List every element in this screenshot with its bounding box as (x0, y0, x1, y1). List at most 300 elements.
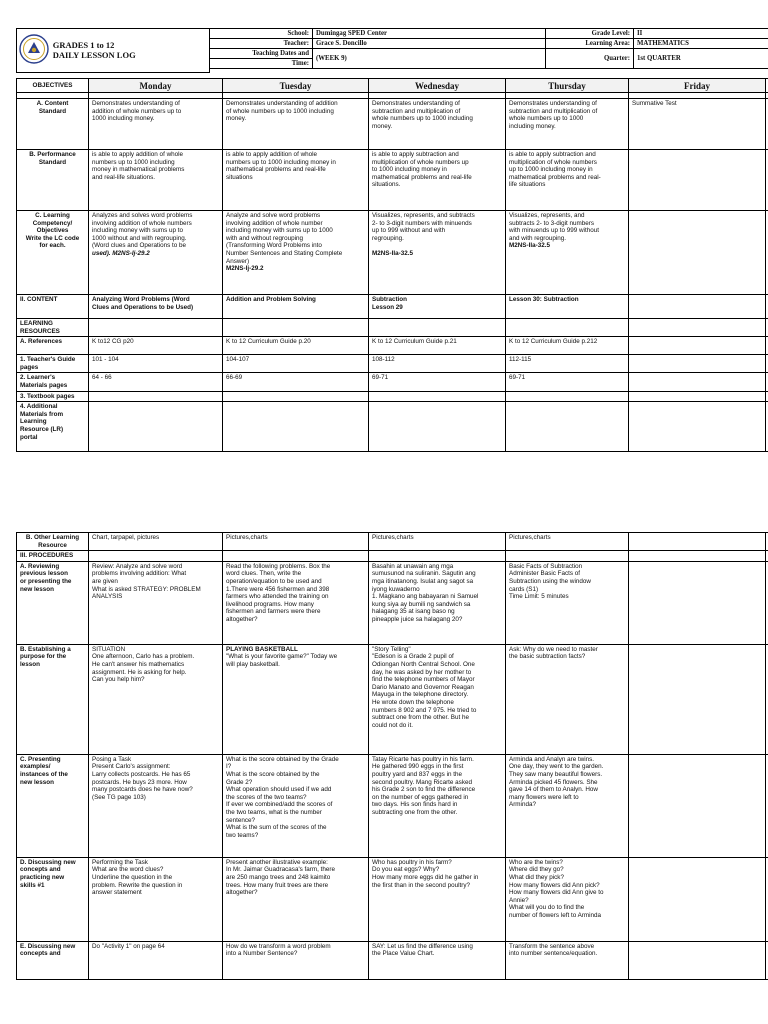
cell-line: regrouping. (372, 234, 404, 242)
row-label-line: for each. (39, 242, 66, 250)
cell-friday (629, 941, 766, 979)
row-label (17, 355, 89, 373)
table-row (17, 295, 768, 319)
row-label-line: previous lesson (20, 570, 68, 578)
row-label (17, 99, 89, 150)
cell-line: Annie? (509, 896, 529, 904)
cell-line: is able to apply addition of whole (226, 151, 318, 158)
cell-line: his Grade 2 son to find the difference (372, 786, 476, 794)
cell-line: In Mr. Jaimar Guadracasa's farm, there (226, 866, 335, 874)
cell-line: I? (226, 763, 232, 771)
row-label-line: Competency/ (32, 219, 73, 227)
cell-line: involving addition of whole numbers (92, 219, 192, 227)
cell-line: Subtraction using the window (509, 577, 591, 585)
row-label-line: D. Discussing new (20, 858, 76, 866)
quarter-value: 1st QUARTER (634, 49, 768, 69)
cell-line: numbers up to 1000 including (92, 158, 175, 166)
row-label (17, 337, 89, 355)
cell-line: problems involving addition: What (92, 570, 187, 578)
cell-line: 1. Magkano ang babayaran ni Samuel (372, 593, 479, 601)
cell-line: 1000 including money. (92, 115, 155, 123)
cell-thursday (506, 551, 629, 562)
cell-line: is able to apply addition of whole (92, 151, 184, 158)
cell-line: many postcards does he have now? (92, 786, 193, 794)
cell-line: many flowers were left to (509, 793, 579, 801)
cell-line: Do "Activity 1" on page 64 (92, 942, 165, 950)
cell-line: the basic subtraction facts? (509, 653, 586, 661)
table-row (17, 355, 768, 373)
teacher-value: Grace S. Doncillo (313, 39, 546, 49)
cell-line: up to 999 without and with (372, 227, 446, 235)
cell-line: Basic Facts of Subtraction (509, 562, 583, 570)
cell-thursday (506, 941, 629, 979)
cell-line: 104-107 (226, 356, 250, 364)
cell-line: Transform the sentence above (509, 942, 595, 950)
cell-line: M2NS-IIa-32.5 (509, 242, 550, 250)
cell-wednesday (369, 337, 506, 355)
day-header-row (17, 79, 768, 93)
row-label-line: 3. Textbook pages (20, 392, 75, 400)
cell-friday (629, 561, 766, 644)
cell-line: altogether? (226, 889, 258, 897)
cell-line: sumusunod na suliranin. Sagutin ang (372, 570, 476, 578)
grade-label: Grade Level: (546, 29, 634, 39)
cell-line: 69-71 (509, 374, 526, 382)
cell-line: What is the score obtained by the Grade (226, 755, 339, 763)
cell-monday (89, 533, 223, 551)
cell-friday (629, 337, 766, 355)
row-label-line: A. Reviewing (20, 562, 60, 570)
cell-line: involving addition of whole number (226, 219, 323, 227)
cell-line: answer statement (92, 889, 142, 897)
cell-line: to 1000 including money in (372, 166, 447, 174)
table-row (17, 533, 768, 551)
cell-line: postcards. He buys 23 more. How (92, 778, 187, 786)
lesson-table-page-1 (16, 78, 768, 452)
cell-line: are given (92, 577, 118, 585)
cell-friday (629, 99, 766, 150)
cell-line: (Word clues and Operations to be (92, 242, 187, 250)
row-label-line: instances of the (20, 770, 68, 778)
row-label-line: 2. Learner's (20, 374, 56, 382)
cell-line: What is asked STRATEGY: PROBLEM (92, 585, 201, 593)
day-friday: Friday (629, 79, 766, 93)
cell-line: number of flowers left to Arminda (509, 911, 602, 919)
table-row (17, 319, 768, 337)
cell-monday (89, 337, 223, 355)
cell-line: including money with sums up to (92, 227, 184, 235)
cell-tuesday (223, 337, 369, 355)
row-label-line: III. PROCEDURES (20, 552, 74, 560)
cell-monday (89, 561, 223, 644)
row-label-line: lesson (20, 660, 40, 668)
cell-friday (629, 319, 766, 337)
cell-line: Posing a Task (92, 755, 132, 763)
cell-line: whole numbers up to 1000 including (372, 115, 473, 123)
row-label-line: B. Establishing a (20, 645, 71, 653)
row-label (17, 211, 89, 295)
table-row (17, 551, 768, 562)
cell-line: used). M2NS-Ij-29.2 (92, 249, 150, 257)
cell-tuesday (223, 561, 369, 644)
cell-monday (89, 319, 223, 337)
cell-line: situations. (372, 181, 401, 189)
cell-line: How do we transform a word problem (226, 942, 331, 950)
cell-line: Where did they go? (509, 866, 564, 874)
cell-wednesday (369, 941, 506, 979)
row-label (17, 551, 89, 562)
cell-line: money in mathematical problems (92, 166, 185, 174)
row-label (17, 644, 89, 754)
cell-line: K to 12 Curriculum Guide p.20 (226, 338, 311, 346)
cell-line: will play basketball. (226, 660, 280, 668)
cell-line: Number Sentences and Stating Complete (226, 249, 343, 257)
cell-line: halagang 35 at isang baso ng (372, 608, 455, 616)
cell-wednesday (369, 391, 506, 402)
cell-line: Subtraction (372, 296, 407, 303)
row-label-line: 1. Teacher's Guide (20, 356, 76, 364)
cell-line: subtraction and multiplication of (372, 107, 461, 115)
table-row (17, 337, 768, 355)
table-row (17, 391, 768, 402)
cell-line: money. (372, 122, 393, 130)
deped-seal-icon (19, 34, 49, 67)
cell-line: sentence? (226, 816, 256, 824)
cell-friday (629, 355, 766, 373)
table-row (17, 941, 768, 979)
cell-line: could not do it. (372, 721, 413, 729)
cell-line: Demonstrates understanding of (372, 100, 460, 107)
cell-tuesday (223, 373, 369, 391)
cell-thursday (506, 402, 629, 452)
cell-tuesday (223, 150, 369, 211)
cell-line: "Story Telling" (372, 645, 411, 653)
cell-line: How many more eggs did he gather in (372, 873, 479, 881)
cell-monday (89, 857, 223, 941)
cell-line: 66-69 (226, 374, 243, 382)
row-label-line: new lesson (20, 778, 54, 786)
cell-tuesday (223, 857, 369, 941)
header-logo-cell (17, 29, 210, 73)
cell-line: livelihood programs. How many (226, 600, 314, 608)
lesson-table-page-2 (16, 532, 768, 980)
cell-friday (629, 533, 766, 551)
cell-line: Underline the question in the (92, 873, 173, 881)
teacher-label: Teacher: (210, 39, 313, 49)
cell-thursday (506, 533, 629, 551)
row-label (17, 391, 89, 402)
cell-line: What is the score obtained by the (226, 770, 320, 778)
table-row (17, 754, 768, 857)
cell-line: fishermen and farmers were there (226, 608, 321, 616)
row-label-line: C. Presenting (20, 755, 61, 763)
cell-line: Addition and Problem Solving (226, 296, 316, 303)
row-label-line: Resource (38, 541, 67, 549)
cell-thursday (506, 355, 629, 373)
cell-line: SAY: Let us find the difference using (372, 942, 473, 950)
cell-line: second poultry. Mang Ricarte asked (372, 778, 472, 786)
cell-tuesday (223, 533, 369, 551)
cell-line: 108-112 (372, 356, 395, 364)
cell-line: Lesson 29 (372, 303, 403, 311)
cell-line: M2NS-Ij-29.2 (226, 265, 264, 273)
dates-value: (WEEK 9) (313, 49, 546, 69)
cell-monday (89, 295, 223, 319)
row-label-line: pages (20, 363, 39, 371)
cell-thursday (506, 337, 629, 355)
cell-line: One afternoon, Carlo has a problem. (92, 653, 195, 661)
cell-line: Present another illustrative example: (226, 858, 328, 866)
day-wednesday: Wednesday (369, 79, 506, 93)
cell-line: Demonstrates understanding of addition (226, 100, 338, 107)
cell-wednesday (369, 355, 506, 373)
row-label-line: practicing new (20, 873, 65, 881)
cell-line: 101 - 104 (92, 356, 119, 364)
cell-line: money. (226, 115, 247, 123)
cell-tuesday (223, 355, 369, 373)
cell-line: kung siya ay bumili ng sandwich sa (372, 600, 471, 608)
cell-line: (Transforming Word Problems into (226, 242, 322, 250)
cell-friday (629, 373, 766, 391)
cell-line: are 250 mango trees and 248 kaimito (226, 873, 331, 881)
cell-line: Visualizes, represents, and subtracts (372, 212, 475, 219)
cell-monday (89, 644, 223, 754)
row-label-line: Materials pages (20, 381, 68, 389)
cell-thursday (506, 211, 629, 295)
cell-line: Pictures,charts (372, 534, 414, 541)
cell-line: SITUATION (92, 645, 126, 653)
row-label-line: RESOURCES (20, 327, 60, 335)
area-value: MATHEMATICS (634, 39, 768, 49)
row-label-line: C. Learning (35, 212, 70, 219)
cell-line: 2- to 3-digit numbers with minuends (372, 219, 472, 227)
cell-wednesday (369, 551, 506, 562)
cell-line: Can you help him? (92, 676, 145, 684)
cell-friday (629, 857, 766, 941)
cell-line: "What is your favorite game?" Today we (226, 653, 338, 661)
cell-friday (629, 295, 766, 319)
table-row (17, 402, 768, 452)
cell-wednesday (369, 373, 506, 391)
row-label-line: Learning (20, 418, 47, 426)
cell-line: operation/equation to be used and (226, 577, 322, 585)
cell-line: cards (S1) (509, 585, 539, 593)
cell-line: M2NS-IIa-32.5 (372, 249, 413, 257)
cell-line: the Place Value Chart. (372, 950, 435, 958)
cell-wednesday (369, 533, 506, 551)
cell-line: life situations (509, 181, 546, 189)
row-label (17, 319, 89, 337)
cell-monday (89, 402, 223, 452)
table-row (17, 211, 768, 295)
table-row (17, 373, 768, 391)
row-label-line: portal (20, 433, 38, 441)
cell-monday (89, 373, 223, 391)
cell-line: Lesson 30: Subtraction (509, 296, 579, 303)
cell-line: Review: Analyze and solve word (92, 562, 183, 570)
row-label-line: Standard (38, 107, 67, 115)
cell-line: Ask: Why do we need to master (509, 645, 598, 653)
row-label-line: 4. Additional (20, 403, 58, 411)
cell-line: ANALYSIS (92, 593, 123, 601)
row-label (17, 754, 89, 857)
cell-wednesday (369, 319, 506, 337)
cell-monday (89, 941, 223, 979)
row-label-line: concepts and (20, 866, 61, 874)
row-label-line: new lesson (20, 585, 54, 593)
quarter-label: Quarter: (546, 49, 634, 69)
cell-thursday (506, 319, 629, 337)
cell-line: including money. (509, 122, 556, 130)
row-label-line: LEARNING (20, 320, 53, 327)
cell-line: K to 12 Curriculum Guide p.21 (372, 338, 457, 346)
cell-line: subtraction and multiplication of (509, 107, 598, 115)
cell-line: Performing the Task (92, 858, 148, 866)
cell-thursday (506, 373, 629, 391)
row-label-line: concepts and (20, 950, 61, 958)
row-label (17, 373, 89, 391)
cell-line: Who has poultry in his farm? (372, 858, 452, 866)
cell-line: How many flowers did Ann give to (509, 889, 604, 897)
cell-monday (89, 211, 223, 295)
cell-line: How many flowers did Ann pick? (509, 881, 600, 889)
cell-line: farmers who attended the training on (226, 593, 329, 601)
row-label-line: or presenting the (20, 577, 72, 585)
cell-line: mathematical problems and real-life (372, 173, 472, 181)
row-label (17, 533, 89, 551)
cell-line: (See TG page 103) (92, 793, 146, 801)
cell-line: trees. How many fruit trees are there (226, 881, 329, 889)
row-label-line: II. CONTENT (20, 296, 58, 303)
row-label-line: E. Discussing new (20, 942, 76, 950)
cell-line: day, he was asked by her mother to (372, 668, 472, 676)
cell-line: Visualizes, represents, and (509, 212, 585, 219)
cell-line: K to 12 Curriculum Guide p.212 (509, 338, 598, 346)
cell-line: Present Carlo's assignment: (92, 763, 171, 771)
cell-wednesday (369, 644, 506, 754)
cell-tuesday (223, 644, 369, 754)
cell-tuesday (223, 99, 369, 150)
cell-line: Grade 2? (226, 778, 253, 786)
cell-line: assignment. He is asking for help. (92, 668, 187, 676)
cell-line: Basahin at unawain ang mga (372, 562, 454, 570)
cell-wednesday (369, 857, 506, 941)
cell-line: 1000 without and with regrouping. (92, 234, 187, 242)
cell-monday (89, 99, 223, 150)
cell-line: two days. His son finds hard in (372, 801, 458, 809)
cell-thursday (506, 295, 629, 319)
cell-line: 112-115 (509, 356, 532, 364)
cell-line: situations (226, 173, 253, 181)
cell-line: Tatay Ricarte has poultry in his farm. (372, 755, 474, 763)
cell-line: Read the following problems. Box the (226, 562, 331, 570)
cell-line: Pictures,charts (226, 534, 268, 541)
objectives-label: OBJECTIVES (17, 79, 89, 93)
cell-line: He wrote down the telephone (372, 698, 454, 706)
cell-line: 69-71 (372, 374, 389, 382)
cell-line: into a Number Sentence? (226, 950, 298, 958)
cell-line: find the telephone numbers of Mayor (372, 676, 475, 684)
cell-wednesday (369, 402, 506, 452)
row-label-line: purpose for the (20, 653, 67, 661)
cell-thursday (506, 150, 629, 211)
cell-thursday (506, 644, 629, 754)
row-label-line: B. Other Learning (25, 534, 80, 541)
cell-thursday (506, 857, 629, 941)
cell-friday (629, 644, 766, 754)
cell-line: Chart, tarpapel, pictures (92, 534, 160, 541)
cell-line: altogether? (226, 615, 258, 623)
cell-line (372, 242, 502, 250)
cell-line: including money with sums up to 1000 (226, 227, 333, 235)
cell-line: K to12 CG p20 (92, 338, 134, 346)
cell-monday (89, 391, 223, 402)
cell-line: They saw many beautiful flowers. (509, 770, 603, 778)
cell-friday (629, 551, 766, 562)
cell-tuesday (223, 295, 369, 319)
cell-line: One day, they went to the garden. (509, 763, 604, 771)
cell-tuesday (223, 211, 369, 295)
cell-line: Pictures,charts (509, 534, 551, 541)
cell-monday (89, 355, 223, 373)
cell-line: is able to apply subtraction and (509, 151, 596, 158)
row-label-line: Write the LC code (25, 234, 80, 242)
cell-line: What is the sum of the scores of the (226, 824, 327, 832)
cell-line: pineapple juice sa halagang 20? (372, 615, 463, 623)
cell-line: mga itinatanong. Isulat ang sagot sa (372, 577, 474, 585)
day-tuesday: Tuesday (223, 79, 369, 93)
table-row (17, 150, 768, 211)
cell-line: Administer Basic Facts of (509, 570, 581, 578)
cell-line: whole numbers up to 1000 (509, 115, 584, 123)
table-row (17, 99, 768, 150)
cell-line: with and without regrouping (226, 234, 304, 242)
cell-line: Analyze and solve word problems (226, 212, 321, 219)
area-label: Learning Area: (546, 39, 634, 49)
row-label-line: Resource (LR) (20, 425, 64, 433)
row-label (17, 295, 89, 319)
cell-monday (89, 551, 223, 562)
cell-line: addition of whole numbers up to (92, 107, 182, 115)
cell-line: If ever we combined/add the scores of (226, 801, 333, 809)
cell-line: the two teams, what is the number (226, 808, 322, 816)
cell-line: gave 14 of them to Analyn. How (509, 786, 598, 794)
cell-line: two teams? (226, 831, 259, 839)
cell-line: He can't answer his mathematics (92, 660, 185, 668)
cell-wednesday (369, 99, 506, 150)
school-label: School: (210, 29, 313, 39)
header-table (16, 28, 768, 73)
cell-friday (629, 211, 766, 295)
cell-line: Time Limit: 5 minutes (509, 593, 569, 601)
cell-line: Analyzing Word Problems (Word (92, 296, 190, 303)
cell-friday (629, 402, 766, 452)
cell-line: numbers 8 902 and 7 975. He tried to (372, 706, 477, 714)
cell-line: What will you do to find the (509, 904, 585, 912)
cell-line: into number sentence/equation. (509, 950, 598, 958)
cell-line: PLAYING BASKETBALL (226, 645, 298, 653)
cell-line: poultry yard and 837 eggs in the (372, 770, 462, 778)
cell-line: multiplication of whole numbers (509, 158, 597, 166)
row-label (17, 150, 89, 211)
cell-line: Demonstrates understanding of (92, 100, 180, 107)
cell-line: Odiongan North Central School. One (372, 660, 475, 668)
cell-line: Larry collects postcards. He has 65 (92, 770, 191, 778)
row-label (17, 941, 89, 979)
day-thursday: Thursday (506, 79, 629, 93)
cell-wednesday (369, 211, 506, 295)
cell-line: What operation should used if we add (226, 786, 332, 794)
